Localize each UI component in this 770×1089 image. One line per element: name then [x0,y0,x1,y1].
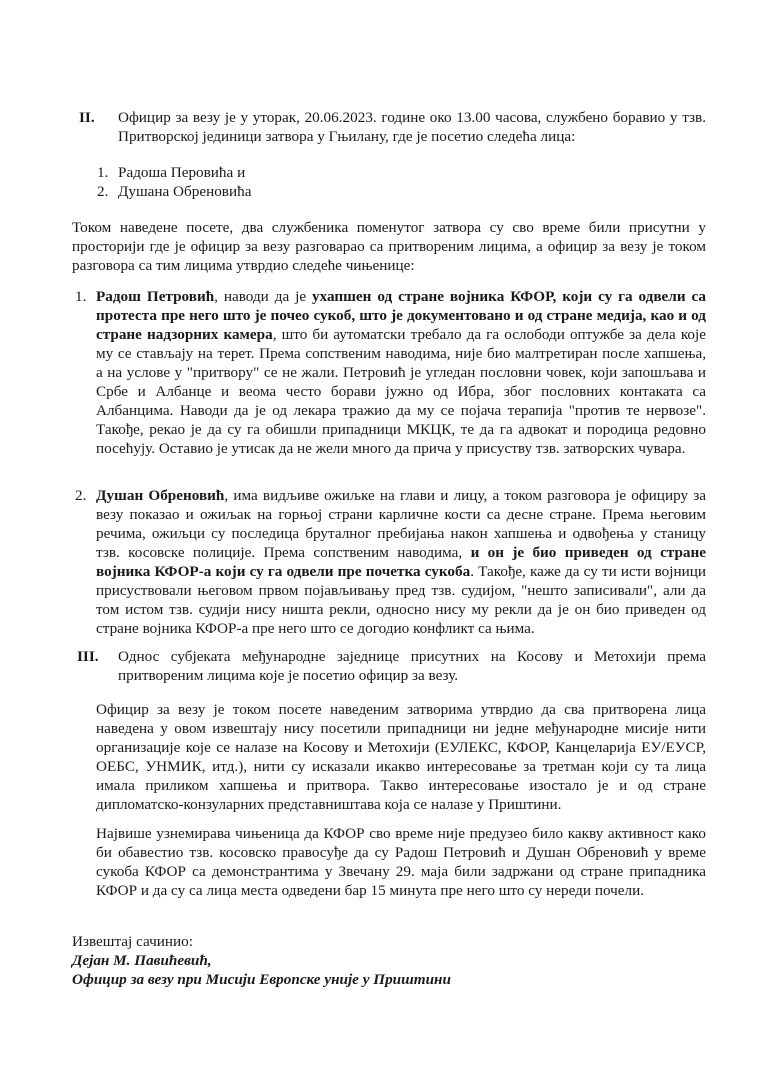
finding-number: 1. [75,288,87,305]
section-ii-intro: Официр за везу је у уторак, 20.06.2023. године око 13.00 часова, службено боравио у тзв. Притворској јединици затвора у Гњилану, где је посетио следећа лица: [118,109,706,145]
signature-title: Официр за везу при Мисији Европске уније у Приштини [72,971,451,988]
kfor-concern-paragraph: Највише узнемирава чињеница да КФОР сво време није предузео било какву активност како би обавестио тзв. косовско правосуђе да су Радош Петровић и Душан Обреновић у време сукоба КФОР са демонстрантима у Звечану 29. маја били задржани од стране припадника КФОР и да су са лица места одведени бар 15 минута пре него што су нереди почели. [96,825,706,899]
finding-item-obrenovic [96,486,706,638]
finding-number: 2. [75,487,87,504]
finding-item-petrovic [96,287,706,458]
visited-list-number: 2. [97,183,109,200]
finding-text: , има видљиве ожиљке на глави и лицу, а током разговора је официру за везу показао и ожиљак на горњој страни карличне кости са десне стране. Према његовим речима, ожиљци су последица бруталног пребијања након хапшења и одвођења у станицу тзв. косовске полиције. Према сопственим наводима, [96,487,706,561]
visited-list-number: 1. [97,164,109,181]
finding-text: , што би аутоматски требало да га ослободи оптужбе за дела које му се стављају на терет. Према сопственим наводима, није био малтретиран после хапшења, а на услове у "притвору" се не жали. Петровић је угледан пословни човек, који запошљава и Србе и Албанце и веома често борави јужно од Ибра, због пословних контаката са Албанцима. Наводи да је од лекара тражио да му се појача терапија "против те нервозе". Такође, рекао је да су га обишли припадници МКЦК, те да га адвокат и породица редовно посећују. Оставио је утисак да не жели много да прича у присуству тзв. затворских чувара. [96,326,706,457]
signature-name: Дејан М. Павићевић, [72,952,212,969]
visit-context-paragraph: Током наведене посете, два службеника поменутог затвора су сво време били присутни у просторији где је официр за везу разговарао са притвореним лицима, а официр за везу је током разговора са тим лицима утврдио следеће чињенице: [72,219,706,274]
finding-text: . Такође, каже да су ти исти војници присуствовали његовом првом појављивању пред тзв. судијом, "нешто записивали", али да том истом тзв. судији нису ништа рекли, односно нису му рекли да је он био приведен од стране војника КФОР-а пре него што се догодио конфликт са њима. [96,563,706,637]
section-numeral-ii: II. [79,109,95,126]
visited-list-item: Радоша Перовића и [118,164,246,181]
visited-list-item: Душана Обреновића [118,183,252,200]
signature-label: Извештај сачинио: [72,933,193,950]
finding-highlight: ухапшен од стране војника КФОР, који су га одвели са протеста пре него што је почео сукоб, што је документовано и од стране медија, као и од стране надзорних камера [96,288,706,343]
section-numeral-iii: III. [77,648,99,665]
finding-text: , наводи да је [214,288,312,305]
finding-person-name: Радош Петровић [96,288,215,305]
international-presence-paragraph: Официр за везу је током посете наведеним затворима утврдио да сва притворена лица наведена у овом извештају нису посетили припадници ни једне међународне мисије нити организације које се налазе на Косову и Метохији (ЕУЛЕКС, КФОР, Канцеларија ЕУ/ЕУСР, ОЕБС, УНМИК, итд.), нити су исказали икакво интересовање за третман који су та лица имала приликом хапшења и притвора. Такво интересовање изостало је и од стране дипломатско-конзуларних представништава која се налазе у Приштини. [96,701,706,813]
finding-highlight: и он је био приведен од стране војника КФОР-а који су га одвели пре почетка сукоба [96,544,706,580]
section-iii-heading: Однос субјеката међународне заједнице присутних на Косову и Метохији према притвореним лицима које је посетио официр за везу. [118,648,706,684]
finding-person-name: Душан Обреновић [96,487,225,504]
